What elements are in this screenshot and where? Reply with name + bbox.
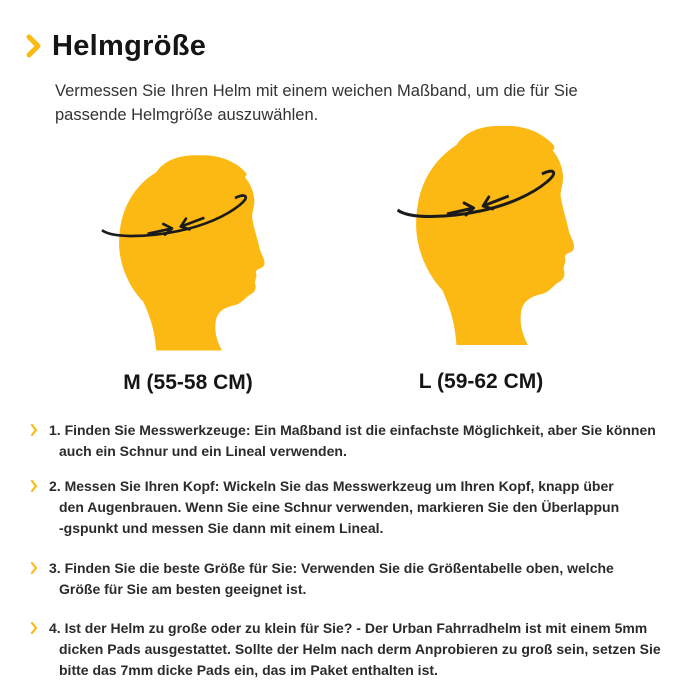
step-2-line-2: den Augenbrauen. Wenn Sie eine Schnur verwenden, markieren Sie den Überlappun	[59, 499, 620, 515]
chevron-right-icon	[30, 479, 38, 493]
step-4-line-1: 4. Ist der Helm zu große oder zu klein für Sie? - Der Urban Fahrradhelm ist mit einem 5mm	[49, 620, 648, 636]
chevron-right-icon	[30, 423, 38, 437]
step-4-line-2: dicken Pads ausgestattet. Sollte der Helm nach derm Anprobieren zu groß sein, setzen Sie	[59, 641, 661, 657]
title-row	[24, 26, 206, 66]
step-1-line-2: auch ein Schnur und ein Lineal verwenden.	[59, 443, 347, 459]
step-4-line-3: bitte das 7mm dicke Pads ein, das im Paket enthalten ist.	[59, 662, 438, 678]
step-3-line-1: 3. Finden Sie die beste Größe für Sie: Verwenden Sie die Größentabelle oben, welche	[49, 560, 614, 576]
size-label-l: L (59-62 CM)	[418, 370, 544, 393]
head-measure-icon-l	[390, 120, 580, 350]
step-1-line-1: 1. Finden Sie Messwerkzeuge: Ein Maßband ist die einfachste Möglichkeit, aber Sie können	[49, 422, 656, 438]
step-3-line-2: Größe für Sie am besten geeignet ist.	[59, 581, 307, 597]
chevron-right-icon	[30, 561, 38, 575]
step-3	[30, 558, 690, 600]
step-2-line-3: -gspunkt und messen Sie dann mit einem Lineal.	[59, 520, 384, 536]
chevron-right-icon	[24, 31, 44, 61]
page-title: Helmgröße	[52, 29, 207, 62]
size-label-m: M (55-58 CM)	[123, 371, 253, 394]
step-1	[30, 420, 690, 462]
intro-line-1: Vermessen Sie Ihren Helm mit einem weichen Maßband, um die für Sie	[55, 82, 578, 100]
chevron-right-icon	[30, 621, 38, 635]
step-2-line-1: 2. Messen Sie Ihren Kopf: Wickeln Sie das Messwerkzeug um Ihren Kopf, knapp über	[49, 478, 614, 494]
step-2	[30, 476, 690, 539]
step-4	[30, 618, 690, 681]
intro-line-2: passende Helmgröße auszuwählen.	[55, 106, 319, 124]
head-measure-icon-m	[95, 150, 270, 355]
